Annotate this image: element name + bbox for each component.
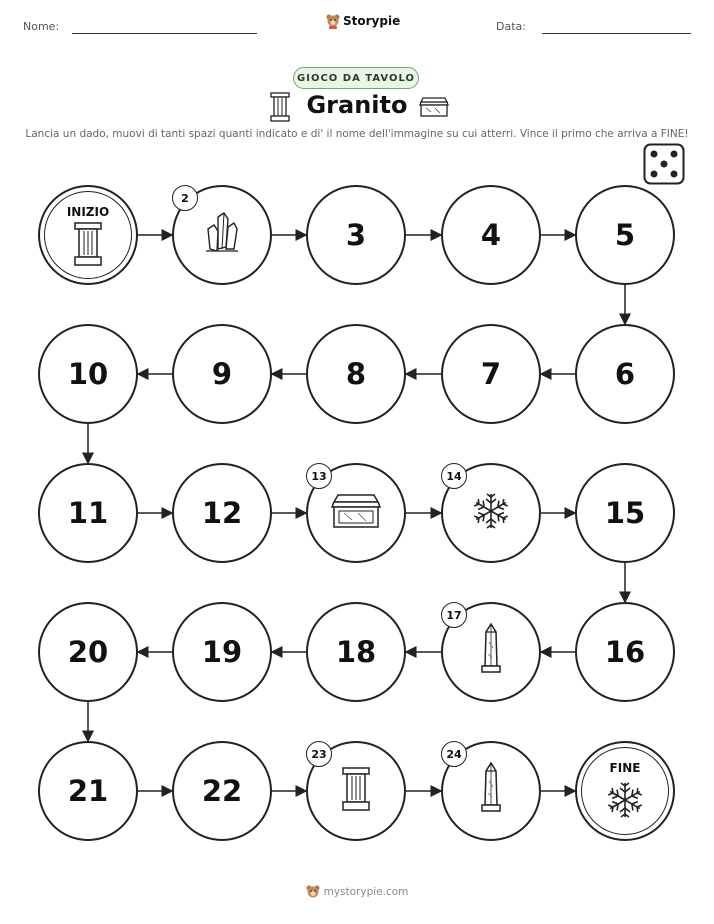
board-cell-2: [172, 185, 272, 285]
cell-number: 18: [335, 635, 377, 669]
board-cell-15: [575, 463, 675, 563]
board-cell-4: [441, 185, 541, 285]
brand-name: Storypie: [343, 14, 401, 28]
instructions: Lancia un dado, muovi di tanti spazi quanti indicato e di' il nome dell'immagine su cui atterri. Vince il primo che arriva a FINE!: [25, 128, 689, 140]
bear-footer-icon: [306, 884, 320, 900]
board-cell-22: [172, 741, 272, 841]
cell-number: 11: [67, 496, 109, 530]
board-cell-10: [38, 324, 138, 424]
cell-number-badge: 13: [306, 463, 332, 489]
cell-number-badge: 17: [441, 602, 467, 628]
board-cell-23: [306, 741, 406, 841]
cell-number: 16: [604, 635, 646, 669]
cell-number: 22: [201, 774, 243, 808]
snowflake-icon: [471, 491, 511, 535]
cell-number: 3: [345, 218, 367, 252]
game-type-badge: GIOCO DA TAVOLO: [293, 67, 419, 89]
board-cell-8: [306, 324, 406, 424]
board-cell-5: [575, 185, 675, 285]
crystal-icon: [202, 211, 242, 259]
board-cell-3: [306, 185, 406, 285]
footer-url[interactable]: mystorypie.com: [323, 886, 409, 898]
date-label: Data:: [496, 20, 526, 33]
column-icon: [341, 766, 371, 816]
cell-number: 15: [604, 496, 646, 530]
board-cell-7: [441, 324, 541, 424]
name-label: Nome:: [23, 20, 60, 33]
board-cell-17: [441, 602, 541, 702]
board-cell-6: [575, 324, 675, 424]
cell-number-badge: 24: [441, 741, 467, 767]
start-label: INIZIO: [66, 205, 110, 219]
board-cell-18: [306, 602, 406, 702]
snowflake-icon: [605, 780, 645, 824]
board-cell-9: [172, 324, 272, 424]
cell-number: 9: [211, 357, 233, 391]
board-cell-24: [441, 741, 541, 841]
cell-number: 8: [345, 357, 367, 391]
board-cell-11: [38, 463, 138, 563]
obelisk-icon: [478, 622, 504, 682]
cell-number: 6: [614, 357, 636, 391]
sarcophagus-icon: [330, 493, 382, 533]
board-cell-16: [575, 602, 675, 702]
board-cell-20: [38, 602, 138, 702]
board-cell-14: [441, 463, 541, 563]
board-cell-19: [172, 602, 272, 702]
page-title: Granito: [306, 91, 408, 119]
cell-number: 4: [480, 218, 502, 252]
board-cell-13: [306, 463, 406, 563]
end-cell: [575, 741, 675, 841]
cell-number-badge: 2: [172, 185, 198, 211]
board-cell-12: [172, 463, 272, 563]
footer: [0, 884, 714, 900]
end-label: FINE: [609, 761, 641, 775]
cell-number: 12: [201, 496, 243, 530]
cell-number: 10: [67, 357, 109, 391]
obelisk-icon: [478, 761, 504, 821]
cell-number: 20: [67, 635, 109, 669]
cell-number: 5: [614, 218, 636, 252]
start-cell: [38, 185, 138, 285]
cell-number: 7: [480, 357, 502, 391]
column-icon: [73, 221, 103, 271]
board-cell-21: [38, 741, 138, 841]
cell-number: 21: [67, 774, 109, 808]
cell-number-badge: 23: [306, 741, 332, 767]
cell-number: 19: [201, 635, 243, 669]
cell-number-badge: 14: [441, 463, 467, 489]
